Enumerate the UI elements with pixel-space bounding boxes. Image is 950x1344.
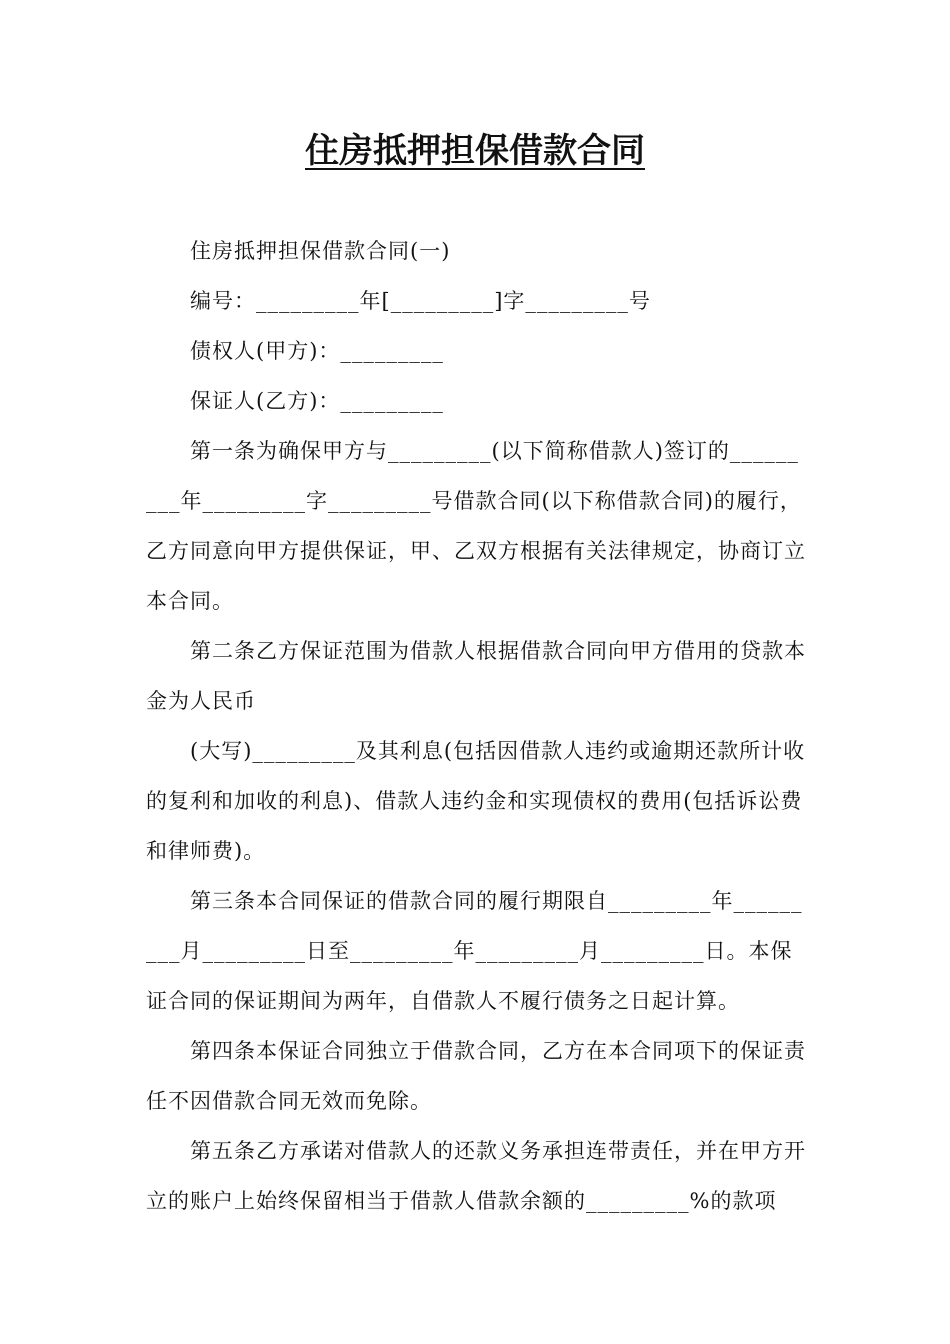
paragraph-article-2: 第二条乙方保证范围为借款人根据借款合同向甲方借用的贷款本金为人民币 (146, 639, 806, 713)
document-title (0, 126, 950, 176)
paragraph-article-1: 第一条为确保甲方与_________(以下简称借款人)签订的_________年_________字_________号借款合同(以下称借款合同)的履行，乙方同意向甲方提供保证，甲、乙双方根据有关法律规定，协商订立本合同。 (146, 439, 806, 613)
paragraph-creditor: 债权人(甲方)：_________ (190, 339, 444, 363)
paragraph-contract-number: 编号：_________年[_________]字_________号 (190, 289, 651, 313)
paragraph-article-2-continued: (大写)_________及其利息(包括因借款人违约或逾期还款所计收的复利和加收的利息)、借款人违约金和实现债权的费用(包括诉讼费和律师费)。 (146, 739, 806, 863)
document-title-text: 住房抵押担保借款合同 (305, 131, 645, 171)
paragraph-article-5: 第五条乙方承诺对借款人的还款义务承担连带责任，并在甲方开立的账户上始终保留相当于借款人借款余额的_________%的款项 (146, 1139, 806, 1213)
paragraph-article-3: 第三条本合同保证的借款合同的履行期限自_________年_________月_________日至_________年_________月_________日。本保证合同的保证期间为两年，自借款人不履行债务之日起计算。 (146, 889, 803, 1013)
paragraph-guarantor: 保证人(乙方)：_________ (190, 389, 444, 413)
paragraph-subtitle: 住房抵押担保借款合同(一) (190, 239, 451, 263)
paragraph-article-4: 第四条本保证合同独立于借款合同，乙方在本合同项下的保证责任不因借款合同无效而免除。 (146, 1039, 806, 1113)
document-body (146, 226, 808, 1226)
